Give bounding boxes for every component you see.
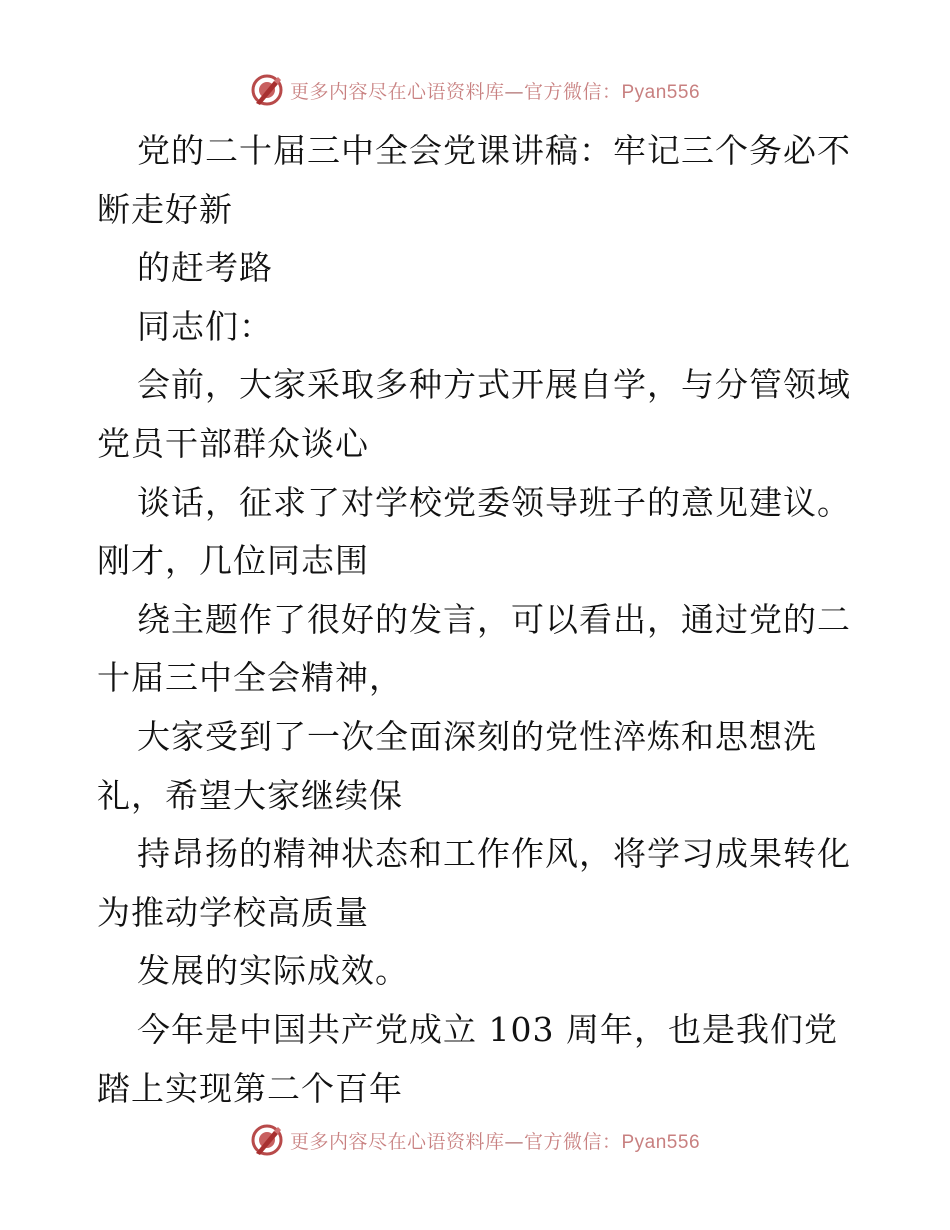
- banner-wechat-label: 官方微信：: [523, 1130, 622, 1153]
- doc-line: 为推动学校高质量: [97, 892, 369, 932]
- banner-wechat-handle: Pyan556: [621, 81, 701, 103]
- doc-line: 刚才，几位同志围: [97, 541, 369, 581]
- doc-line: 大家受到了一次全面深刻的党性淬炼和思想洗: [137, 716, 817, 756]
- doc-line: 礼，希望大家继续保: [97, 775, 403, 815]
- doc-line: 踏上实现第二个百年: [97, 1068, 403, 1108]
- red-pen-seal-icon: [250, 1123, 284, 1157]
- banner-separator: —: [504, 80, 524, 103]
- red-pen-seal-icon: [250, 73, 284, 107]
- doc-line: 今年是中国共产党成立 103 周年，也是我们党: [137, 1009, 838, 1049]
- banner-site-text: 更多内容尽在心语资料库: [289, 80, 505, 103]
- banner-separator: —: [504, 1130, 524, 1153]
- doc-line: 持昂扬的精神状态和工作作风，将学习成果转化: [137, 834, 851, 874]
- doc-line: 同志们：: [137, 306, 273, 346]
- doc-line: 断走好新: [97, 189, 233, 229]
- doc-line: 绕主题作了很好的发言，可以看出，通过党的二: [137, 599, 851, 639]
- doc-line: 会前，大家采取多种方式开展自学，与分管领域: [137, 365, 851, 405]
- doc-line: 党的二十届三中全会党课讲稿：牢记三个务必不: [137, 131, 851, 170]
- banner-wechat-label: 官方微信：: [523, 80, 622, 103]
- doc-line: 党员干部群众谈心: [97, 423, 369, 463]
- doc-line: 谈话，征求了对学校党委领导班子的意见建议。: [137, 482, 851, 522]
- banner-wechat-handle: Pyan556: [621, 1131, 701, 1153]
- doc-line: 的赶考路: [137, 248, 273, 288]
- footer-banner: [0, 1120, 950, 1160]
- banner-site-text: 更多内容尽在心语资料库: [289, 1130, 505, 1153]
- doc-line: 十届三中全会精神，: [97, 658, 403, 698]
- banner-text: [290, 1127, 700, 1154]
- doc-line: 发展的实际成效。: [137, 951, 409, 991]
- document-body: [97, 122, 857, 1118]
- header-banner: [0, 70, 950, 110]
- banner-text: [290, 77, 700, 104]
